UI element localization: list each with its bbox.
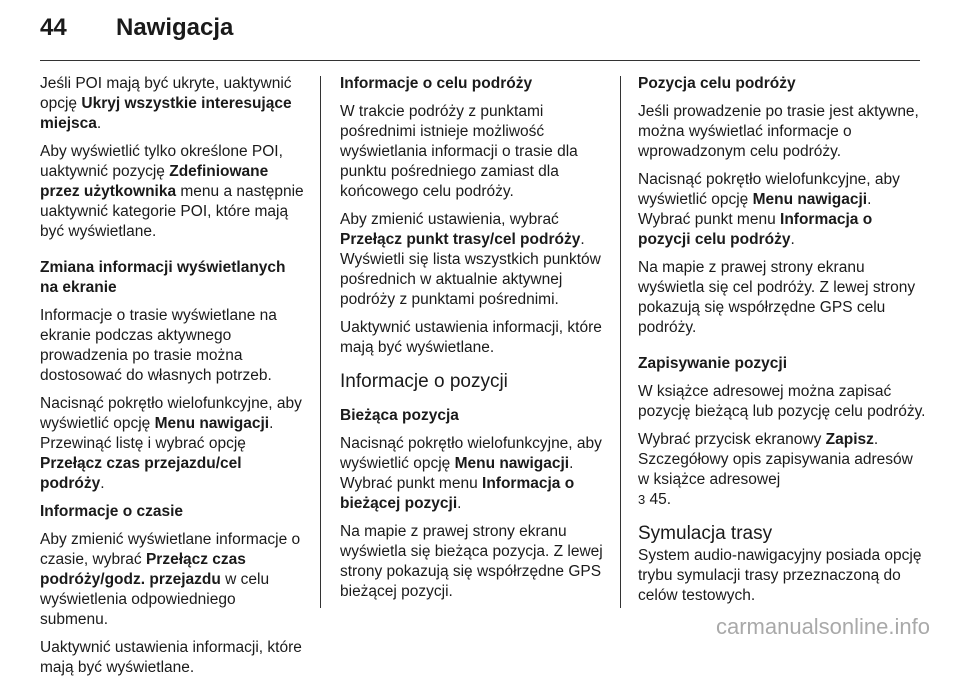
paragraph: Jeśli prowadzenie po trasie jest aktywne, można wyświetlać informacje o wprowadzonym celu podróży. — [638, 103, 919, 160]
paragraph: Jeśli POI mają być ukryte, uaktywnić opcję Ukryj wszystkie interesujące miejsca. — [40, 75, 292, 132]
sub-heading: Informacje o celu podróży — [340, 75, 533, 92]
header-rule — [40, 60, 920, 61]
menu-option: Zdefiniowane przez użytkownika — [40, 163, 269, 200]
paragraph: Informacje o trasie wyświetlane na ekranie podczas aktywnego prowadzenia po trasie można dostosować do własnych potrzeb. — [40, 307, 277, 384]
paragraph: Na mapie z prawej strony ekranu wyświetla się bieżąca pozycja. Z lewej strony pokazują się współrzędne GPS bieżącej pozycji. — [340, 523, 603, 600]
page-header — [40, 14, 233, 42]
page-reference-icon: 3 — [638, 492, 646, 507]
menu-option: Przełącz czas podróży/godz. przejazdu — [40, 551, 246, 588]
column-middle — [340, 74, 606, 610]
paragraph: Nacisnąć pokrętło wielofunkcyjne, aby wyświetlić opcję Menu nawigacji. Wybrać punkt menu Informacja o bieżącej pozycji. — [340, 435, 602, 512]
section-heading: Symulacja trasy — [638, 523, 773, 544]
paragraph: Na mapie z prawej strony ekranu wyświetla się cel podróży. Z lewej strony pokazują się współrzędne GPS celu podróży. — [638, 259, 916, 336]
sub-heading: Bieżąca pozycja — [340, 407, 459, 424]
paragraph: Aby wyświetlić tylko określone POI, uaktywnić pozycję Zdefiniowane przez użytkownika menu a następnie uaktywnić kategorie POI, które mają być wyświetlane. — [40, 143, 304, 240]
menu-option: Informacja o bieżącej pozycji — [340, 475, 575, 512]
paragraph: Uaktywnić ustawienia informacji, które mają być wyświetlane. — [340, 319, 602, 356]
column-divider — [620, 76, 621, 608]
paragraph: System audio-nawigacyjny posiada opcję trybu symulacji trasy przeznaczoną do celów testowych. — [638, 547, 922, 604]
menu-option: Informacja o pozycji celu podróży — [638, 211, 873, 248]
paragraph: W trakcie podróży z punktami pośrednimi istnieje możliwość wyświetlania informacji o trasie dla punktu pośredniego zamiast dla końcowego celu podróży. — [340, 103, 578, 200]
column-divider — [320, 76, 321, 608]
paragraph: Aby zmienić wyświetlane informacje o czasie, wybrać Przełącz czas podróży/godz. przejazdu w celu wyświetlenia odpowiedniego submenu. — [40, 531, 301, 628]
menu-option: Menu nawigacji — [154, 415, 270, 432]
page-reference[interactable]: 45. — [645, 491, 672, 508]
paragraph: Wybrać przycisk ekranowy Zapisz. Szczegółowy opis zapisywania adresów w książce adresowej 3 45. — [638, 431, 913, 508]
paragraph: Uaktywnić ustawienia informacji, które mają być wyświetlane. — [40, 639, 302, 676]
sub-heading: Zmiana informacji wyświetlanych na ekranie — [40, 259, 286, 296]
column-left — [40, 74, 306, 686]
column-right — [638, 74, 928, 614]
paragraph: Aby zmienić ustawienia, wybrać Przełącz punkt trasy/cel podróży. Wyświetli się lista wszystkich punktów pośrednich w aktualnie aktywnej podróży z punktami pośrednimi. — [340, 211, 601, 308]
menu-option: Ukryj wszystkie interesujące miejsca — [40, 95, 292, 132]
page-title: Nawigacja — [116, 14, 234, 41]
sub-heading: Pozycja celu podróży — [638, 75, 796, 92]
sub-heading: Informacje o czasie — [40, 503, 184, 520]
paragraph: Nacisnąć pokrętło wielofunkcyjne, aby wyświetlić opcję Menu nawigacji. Wybrać punkt menu Informacja o pozycji celu podróży. — [638, 171, 900, 248]
page-number: 44 — [40, 14, 67, 41]
menu-option: Menu nawigacji — [752, 191, 868, 208]
section-heading: Informacje o pozycji — [340, 371, 508, 392]
paragraph: W książce adresowej można zapisać pozycję bieżącą lub pozycję celu podróży. — [638, 383, 926, 420]
sub-heading: Zapisywanie pozycji — [638, 355, 788, 372]
menu-option: Przełącz czas przejazdu/cel podróży — [40, 455, 242, 492]
menu-option: Menu nawigacji — [454, 455, 570, 472]
menu-option: Przełącz punkt trasy/cel podróży — [340, 231, 581, 248]
watermark: carmanualsonline.info — [715, 614, 930, 639]
menu-option: Zapisz — [825, 431, 874, 448]
paragraph: Nacisnąć pokrętło wielofunkcyjne, aby wyświetlić opcję Menu nawigacji. Przewinąć listę i wybrać opcję Przełącz czas przejazdu/cel podróży. — [40, 395, 302, 492]
